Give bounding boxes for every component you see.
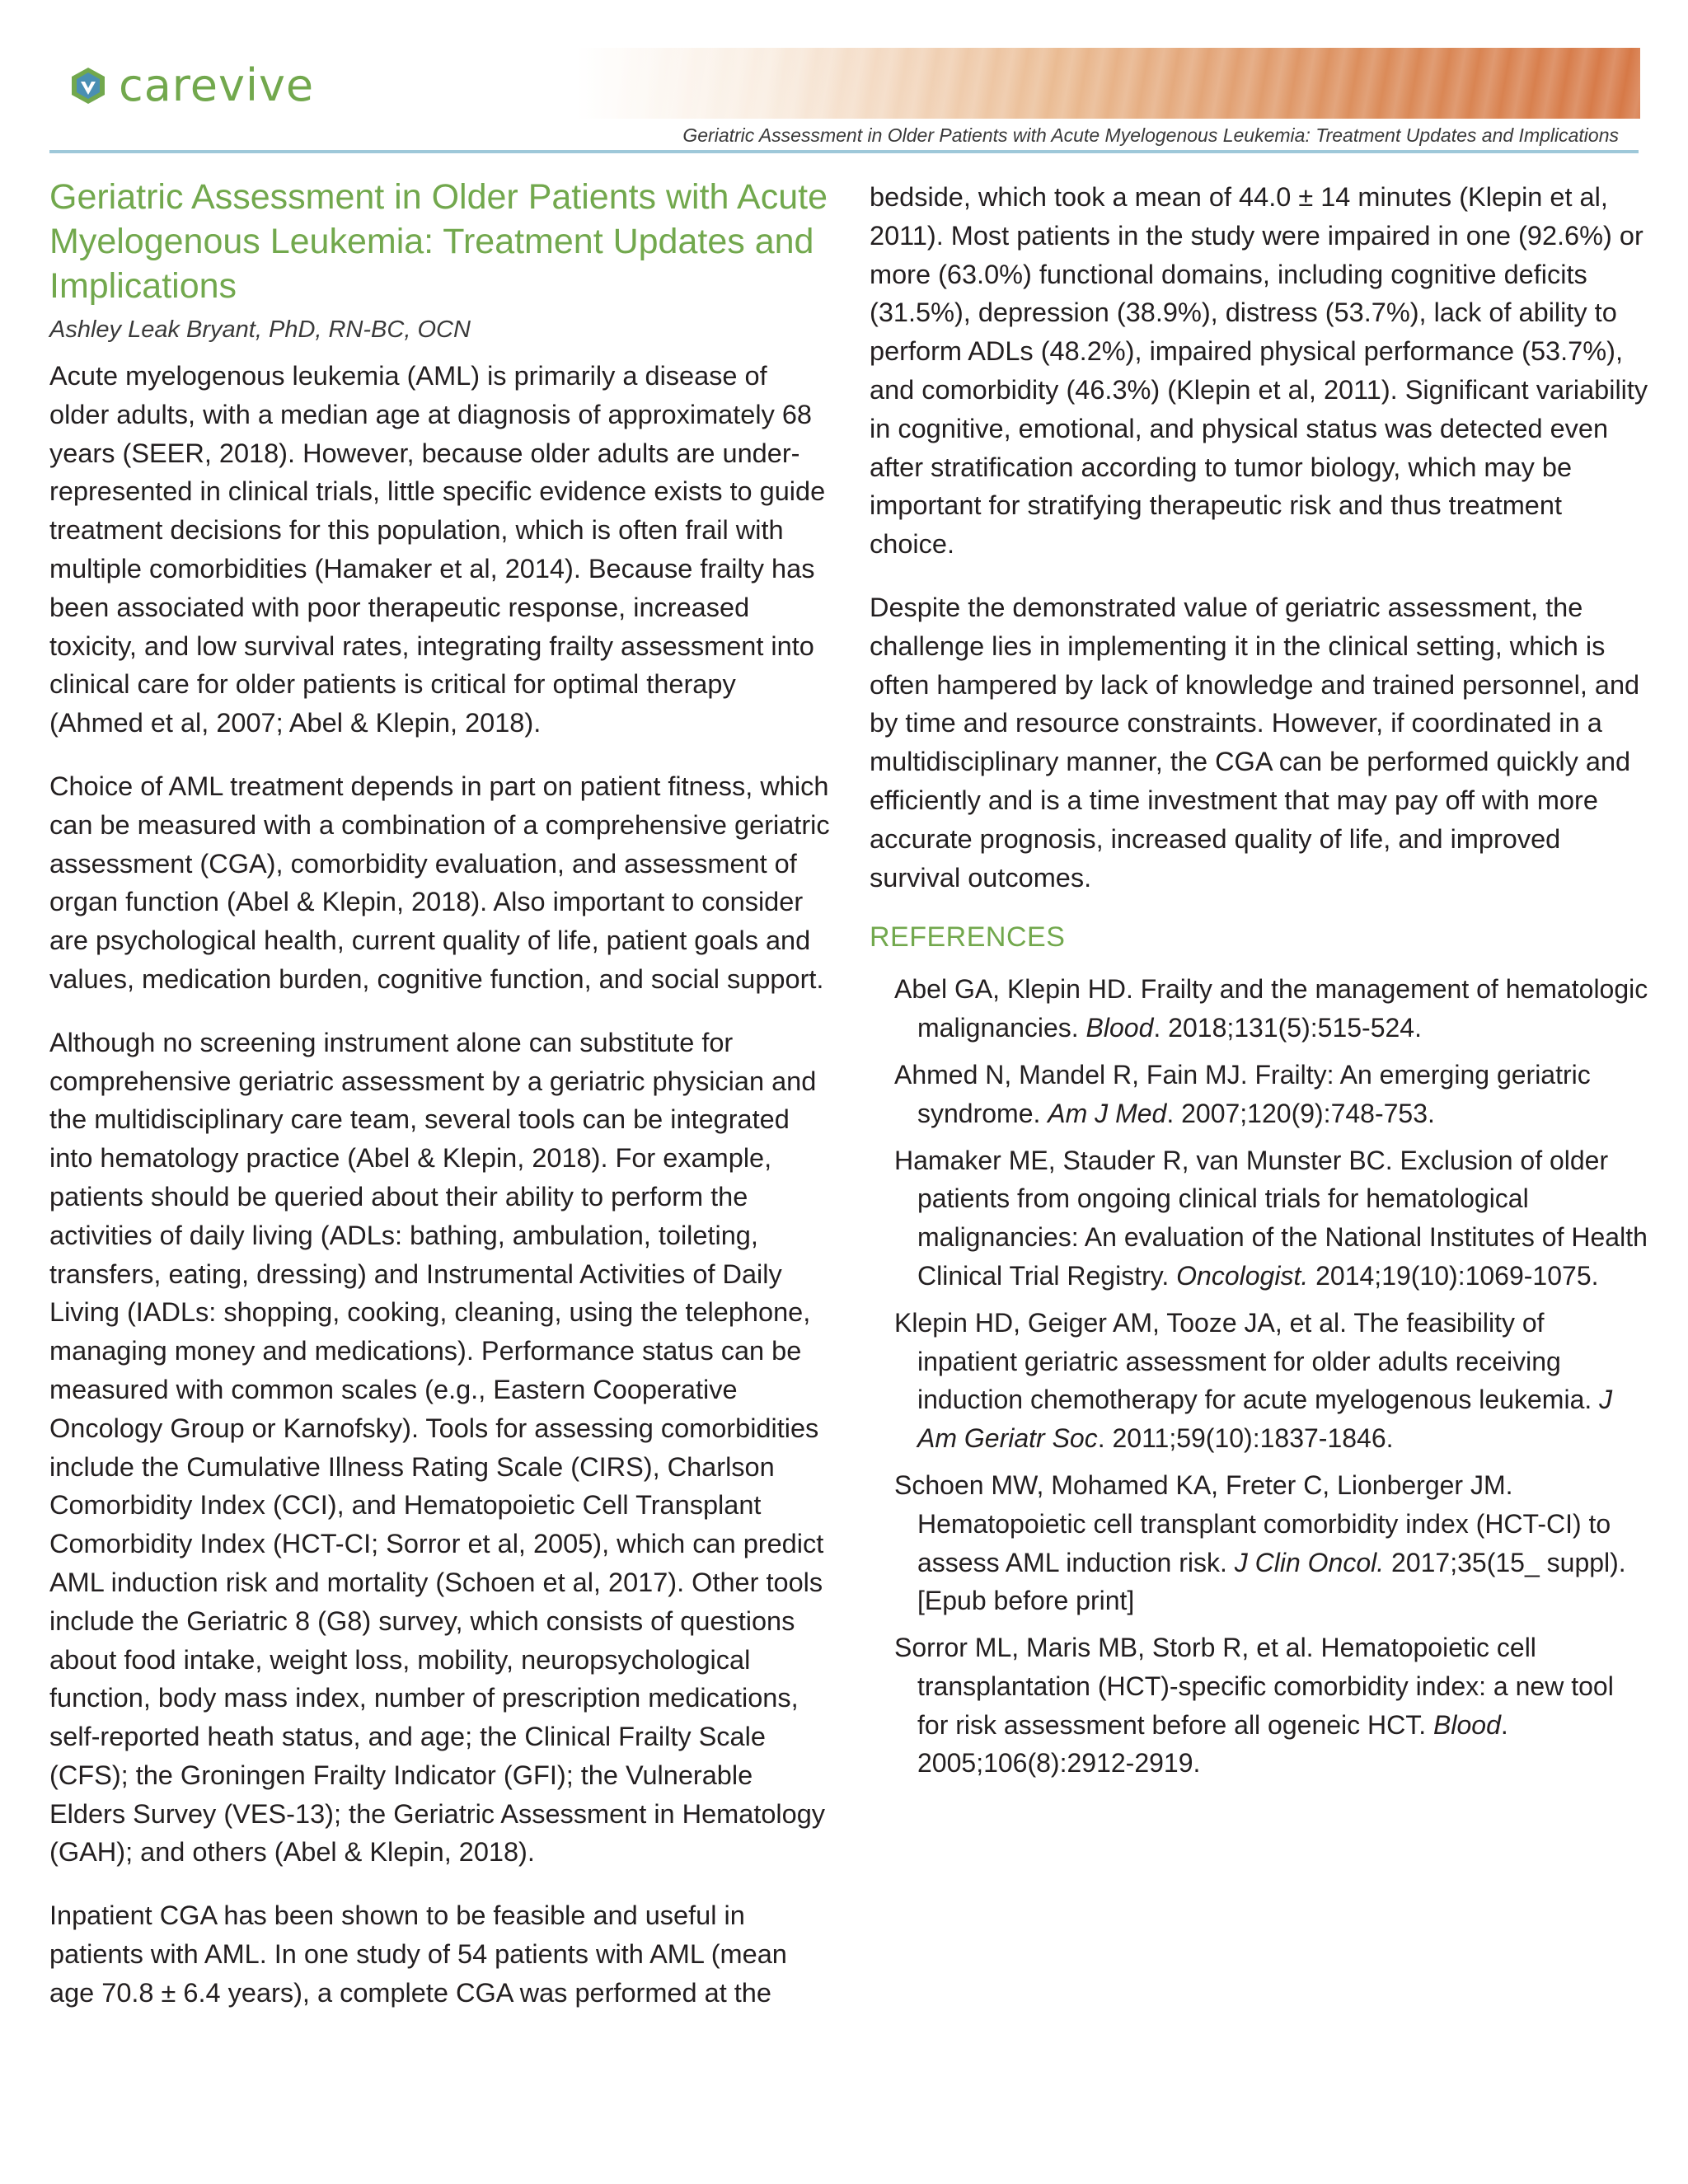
reference-item: Klepin HD, Geiger AM, Tooze JA, et al. The feasibility of inpatient geriatric assessment for older adults receiving induction chemotherapy for acute myelogenous leukemia. J Am Geriatr Soc. 2011;59(10):1837-1846. (894, 1307, 1613, 1454)
article-author: Ashley Leak Bryant, PhD, RN-BC, OCN (49, 316, 471, 343)
header-rule (49, 150, 1639, 153)
carevive-logo-icon (68, 65, 109, 106)
reference-item: Ahmed N, Mandel R, Fain MJ. Frailty: An emerging geriatric syndrome. Am J Med. 2007;120(9):748-753. (894, 1059, 1591, 1128)
reference-item: Abel GA, Klepin HD. Frailty and the management of hematologic malignancies. Blood. 2018;131(5):515-524. (894, 974, 1648, 1043)
left-column (49, 175, 832, 2013)
right-column (870, 175, 1648, 1791)
paragraph-5: bedside, which took a mean of 44.0 ± 14 minutes (Klepin et al, 2011). Most patients in the study were impaired in one (92.6%) or more (63.0%) functional domains, including cognitive deficits (31.5%), depression (38.9%), distress (53.7%), lack of ability to perform ADLs (48.2%), impaired physical performance (53.7%), and comorbidity (46.3%) (Klepin et al, 2011). Significant variability in cognitive, emotional, and physical status was detected even after stratification according to tumor biology, which may be important for stratifying therapeutic risk and thus treatment choice. (870, 182, 1648, 560)
references-heading: REFERENCES (870, 921, 1066, 954)
header-banner-image (577, 48, 1640, 119)
paragraph-2: Choice of AML treatment depends in part on patient fitness, which can be measured with a combination of a comprehensive geriatric assessment (CGA), comorbidity evaluation, and assessment of organ function (Abel & Klepin, 2018). Also important to consider are psychological health, current quality of life, patient goals and values, medication burden, cognitive function, and social support. (49, 771, 830, 994)
reference-item: Sorror ML, Maris MB, Storb R, et al. Hematopoietic cell transplantation (HCT)-specific comorbidity index: a new tool for risk assessment before all ogeneic HCT. Blood. 2005;106(8):2912-2919. (894, 1633, 1614, 1779)
paragraph-3: Although no screening instrument alone can substitute for comprehensive geriatric assessment by a geriatric physician and the multidisciplinary care team, several tools can be integrated into hematology practice (Abel & Klepin, 2018). For example, patients should be queried about their ability to perform the activities of daily living (ADLs: bathing, ambulation, toileting, transfers, eating, dressing) and Instrumental Activities of Daily Living (IADLs: shopping, cooking, cleaning, using the telephone, managing money and medications). Performance status can be measured with common scales (e.g., Eastern Cooperative Oncology Group or Karnofsky). Tools for assessing comorbidities include the Cumulative Illness Rating Scale (CIRS), Charlson Comorbidity Index (CCI), and Hematopoietic Cell Transplant Comorbidity Index (HCT-CI; Sorror et al, 2005), which can predict AML induction risk and mortality (Schoen et al, 2017). Other tools include the Geriatric 8 (G8) survey, which consists of questions about food intake, weight loss, mobility, neuropsychological function, body mass index, number of prescription medications, self-reported heath status, and age; the Clinical Frailty Scale (CFS); the Groningen Frailty Indicator (GFI); the Vulnerable Elders Survey (VES-13); the Geriatric Assessment in Hematology (GAH); and others (Abel & Klepin, 2018). (49, 1027, 826, 1868)
brand-name: carevive (119, 59, 315, 111)
brand-logo (68, 61, 314, 110)
references-list (870, 970, 1648, 1783)
article-title: Geriatric Assessment in Older Patients with Acute Myelogenous Leukemia: Treatment Updates and Implications (49, 177, 828, 306)
reference-item: Schoen MW, Mohamed KA, Freter C, Lionberger JM. Hematopoietic cell transplant comorbidity index (HCT-CI) to assess AML induction risk. J Clin Oncol. 2017;35(15_ suppl). [Epub before print] (894, 1469, 1626, 1616)
paragraph-1: Acute myelogenous leukemia (AML) is primarily a disease of older adults, with a median age at diagnosis of approximately 68 years (SEER, 2018). However, because older adults are under-represented in clinical trials, little specific evidence exists to guide treatment decisions for this population, which is often frail with multiple comorbidities (Hamaker et al, 2014). Because frailty has been associated with poor therapeutic response, increased toxicity, and low survival rates, integrating frailty assessment into clinical care for older patients is critical for optimal therapy (Ahmed et al, 2007; Abel & Klepin, 2018). (49, 361, 826, 738)
reference-item: Hamaker ME, Stauder R, van Munster BC. Exclusion of older patients from ongoing clinical trials for hematological malignancies: An evaluation of the National Institutes of Health Clinical Trial Registry. Oncologist. 2014;19(10):1069-1075. (894, 1145, 1648, 1291)
running-head: Geriatric Assessment in Older Patients with Acute Myelogenous Leukemia: Treatment Updates and Implications (682, 124, 1619, 146)
paragraph-4: Inpatient CGA has been shown to be feasible and useful in patients with AML. In one study of 54 patients with AML (mean age 70.8 ± 6.4 years), a complete CGA was performed at the (49, 1900, 787, 2008)
paragraph-6: Despite the demonstrated value of geriatric assessment, the challenge lies in implementing it in the clinical setting, which is often hampered by lack of knowledge and trained personnel, and by time and resource constraints. However, if coordinated in a multidisciplinary manner, the CGA can be performed quickly and efficiently and is a time investment that may pay off with more accurate prognosis, increased quality of life, and improved survival outcomes. (870, 592, 1640, 893)
